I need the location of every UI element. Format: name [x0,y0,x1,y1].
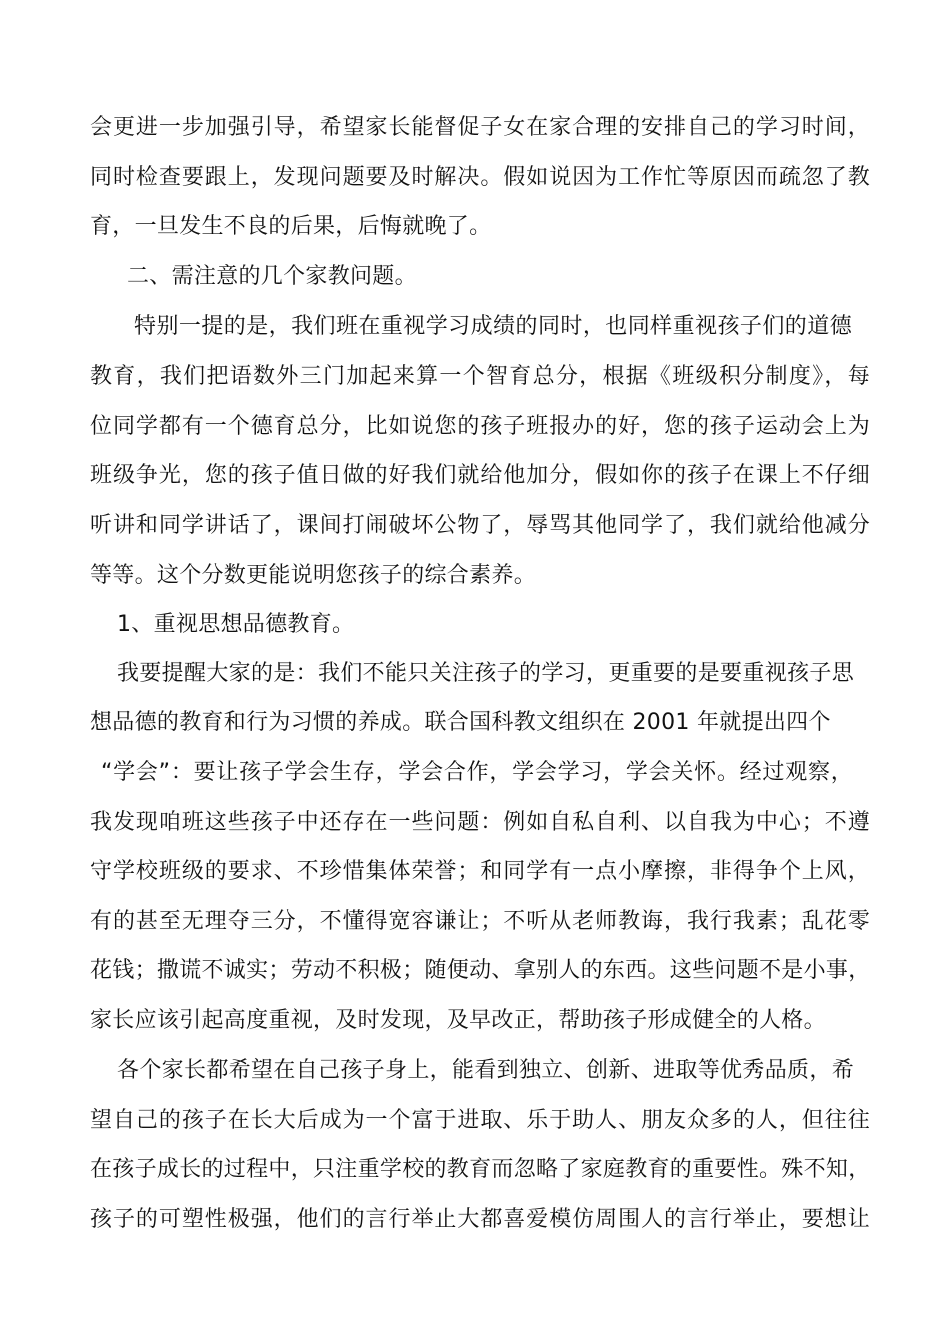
text-line-13: 想品德的教育和行为习惯的养成。联合国科教文组织在 2001 年就提出四个 [90,710,831,735]
text-line-6: 教育，我们把语数外三门加起来算一个智育总分，根据《班级积分制度》，每 [90,364,870,389]
text-line-2: 同时检查要跟上，发现问题要及时解决。假如说因为工作忙等原因而疏忽了教 [90,165,870,190]
text-line-18: 花钱；撒谎不诚实；劳动不积极；随便动、拿别人的东西。这些问题不是小事， [90,958,871,983]
text-line-7: 位同学都有一个德育总分，比如说您的孩子班报办的好，您的孩子运动会上为 [90,414,870,439]
text-line-15: 我发现咱班这些孩子中还存在一些问题：例如自私自利、以自我为中心；不遵 [90,810,870,835]
text-line-8: 班级争光，您的孩子值日做的好我们就给他加分，假如你的孩子在课上不仔细 [90,463,870,488]
text-line-23: 孩子的可塑性极强，他们的言行举止大都喜爱模仿周围人的言行举止，要想让 [90,1207,870,1232]
text-line-9: 听讲和同学讲话了，课间打闹破坏公物了，辱骂其他同学了，我们就给他减分 [90,513,870,538]
text-line-17: 有的甚至无理夺三分，不懂得宽容谦让；不听从老师教诲，我行我素；乱花零 [90,909,870,934]
text-line-20: 各个家长都希望在自己孩子身上，能看到独立、创新、进取等优秀品质，希 [117,1058,854,1083]
text-line-1: 会更进一步加强引导，希望家长能督促子女在家合理的安排自己的学习时间， [90,115,870,140]
text-line-3: 育，一旦发生不良的后果，后悔就晚了。 [90,214,492,239]
text-line-5: 特别一提的是，我们班在重视学习成绩的同时，也同样重视孩子们的道德 [134,314,852,339]
text-line-10: 等等。这个分数更能说明您孩子的综合素养。 [90,563,537,588]
text-line-22: 在孩子成长的过程中，只注重学校的教育而忽略了家庭教育的重要性。殊不知， [90,1157,871,1182]
text-line-14: “学会”：要让孩子学会生存，学会合作，学会学习，学会关怀。经过观察， [101,760,853,785]
text-line-21: 望自己的孩子在长大后成为一个富于进取、乐于助人、朋友众多的人，但往往 [90,1108,870,1133]
section-heading: 二、需注意的几个家教问题。 [127,264,417,289]
text-line-16: 守学校班级的要求、不珍惜集体荣誉；和同学有一点小摩擦，非得争个上风， [90,859,870,884]
text-line-12: 我要提醒大家的是：我们不能只关注孩子的学习，更重要的是要重视孩子思 [117,661,854,686]
subsection-heading: 1、重视思想品德教育。 [117,612,355,637]
text-line-19: 家长应该引起高度重视，及时发现，及早改正，帮助孩子形成健全的人格。 [90,1008,826,1033]
